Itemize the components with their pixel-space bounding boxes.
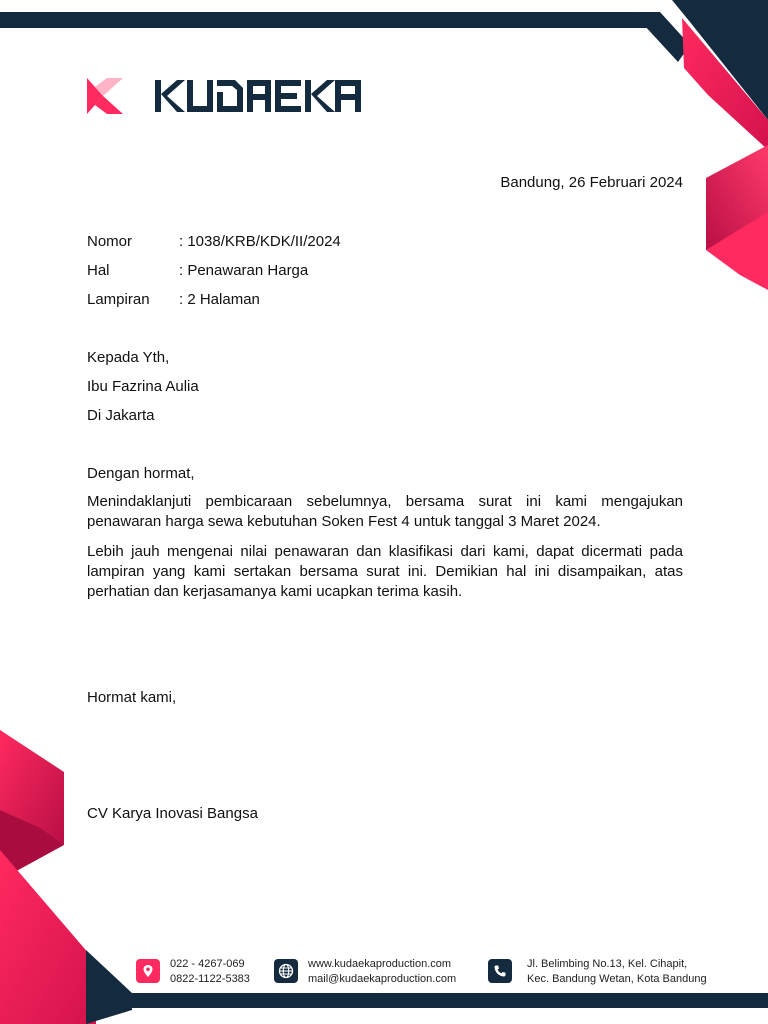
letter-greeting: Dengan hormat, [87,465,195,482]
meta-value-lampiran: : 2 Halaman [179,291,260,308]
meta-value-nomor: : 1038/KRB/KDK/II/2024 [179,233,341,250]
bottom-left-navy-corner [86,950,132,1024]
meta-label-nomor: Nomor [87,233,133,250]
bottom-left-ribbon-lower [0,850,96,1024]
brand-logo [87,78,123,114]
meta-label-lampiran: Lampiran [87,291,150,308]
bottom-navy-band [120,993,768,1008]
kudaeka-logo-mark [87,78,123,114]
phone-icon [488,959,512,983]
footer-phone-2: 0822-1122-5383 [170,973,250,985]
footer-phone-1: 022 - 4267-069 [170,958,245,970]
body-paragraph-1: Menindaklanjuti pembicaraan sebelumnya, bersama surat ini kami mengajukan penawaran harga sewa kebutuhan Soken Fest 4 untuk tanggal 3 Maret 2024. [87,493,683,530]
footer-website-link[interactable]: www.kudaekaproduction.com [308,958,452,970]
top-navy-band [0,12,656,28]
globe-icon [274,959,298,983]
letter-date: Bandung, 26 Februari 2024 [500,174,683,191]
kudaeka-wordmark [155,78,361,114]
meta-value-hal: : Penawaran Harga [179,262,309,279]
meta-label-hal: Hal [87,262,110,279]
letter-closing: Hormat kami, [87,689,177,706]
location-pin-icon [136,959,160,983]
body-paragraph-2: Lebih jauh mengenai nilai penawaran dan klasifikasi dari kami, dapat dicermati pada lampiran yang kami sertakan bersama surat ini. Demikian hal ini disampaikan, atas perhatian dan kerjasamanya kami ucapkan terima kasih. [87,543,683,600]
footer-address-line-2: Kec. Bandung Wetan, Kota Bandung [527,973,707,985]
recipient-name: Ibu Fazrina Aulia [87,378,199,395]
recipient-location: Di Jakarta [87,407,155,424]
footer-address-line-1: Jl. Belimbing No.13, Kel. Cihapit, [527,958,688,970]
recipient-salutation: Kepada Yth, [87,349,170,366]
top-navy-diagonal [632,12,690,62]
footer-email-link[interactable]: mail@kudaekaproduction.com [308,973,457,985]
signatory-name: CV Karya Inovasi Bangsa [87,805,258,822]
